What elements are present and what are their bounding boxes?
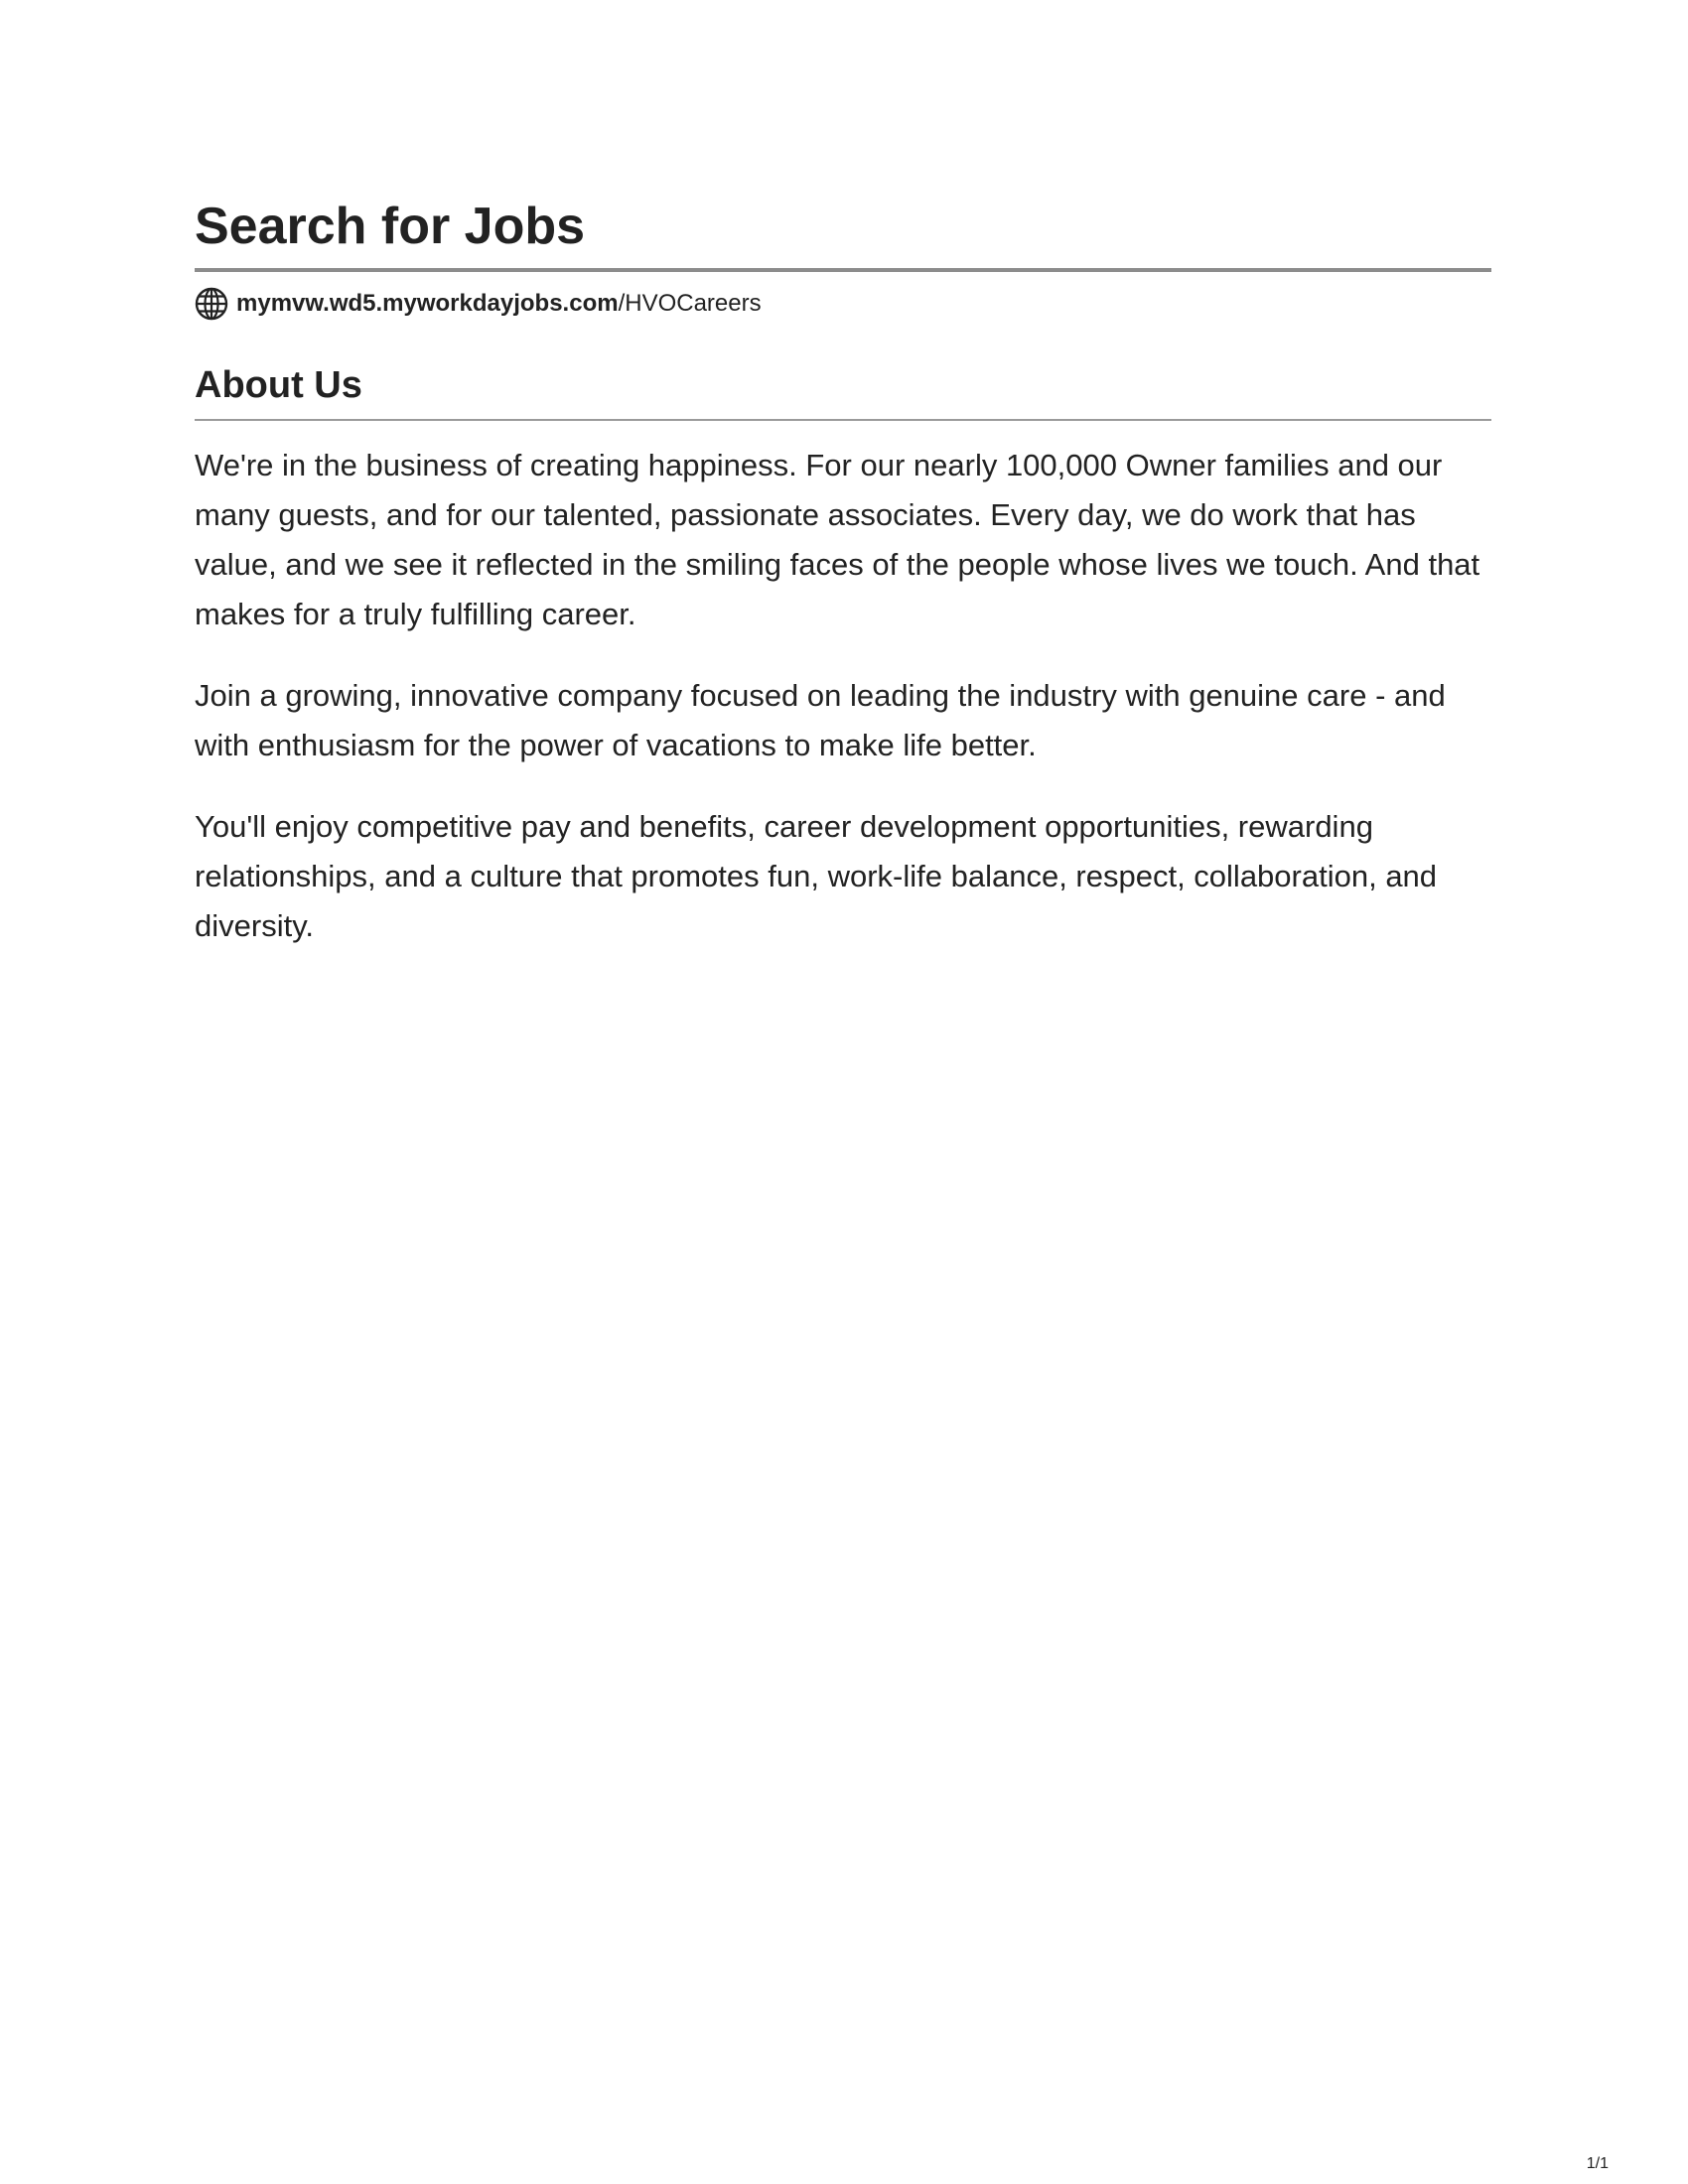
document-page (195, 195, 1491, 951)
source-path: /HVOCareers (618, 290, 762, 317)
globe-icon (195, 287, 228, 321)
source-url[interactable] (236, 290, 762, 318)
source-link[interactable] (195, 286, 1491, 322)
title-divider (195, 268, 1491, 272)
paragraph: We're in the business of creating happiness. For our nearly 100,000 Owner families and our many guests, and for our talented, passionate associates. Every day, we do work that has value, and we see it reflected in the smiling faces of the people whose lives we touch. And that makes for a truly fulfilling career. (195, 448, 1480, 631)
page-number: 1/1 (1586, 2155, 1609, 2172)
paragraph: Join a growing, innovative company focused on leading the industry with genuine care - and with enthusiasm for the power of vacations to make life better. (195, 678, 1446, 762)
source-domain: mymvw.wd5.myworkdayjobs.com (236, 290, 619, 317)
section-heading-about-us: About Us (195, 364, 362, 406)
paragraph: You'll enjoy competitive pay and benefits, career development opportunities, rewarding relationships, and a culture that promotes fun, work-life balance, respect, collaboration, and diversity. (195, 809, 1438, 943)
section-divider (195, 419, 1491, 421)
page-title: Search for Jobs (195, 198, 586, 255)
